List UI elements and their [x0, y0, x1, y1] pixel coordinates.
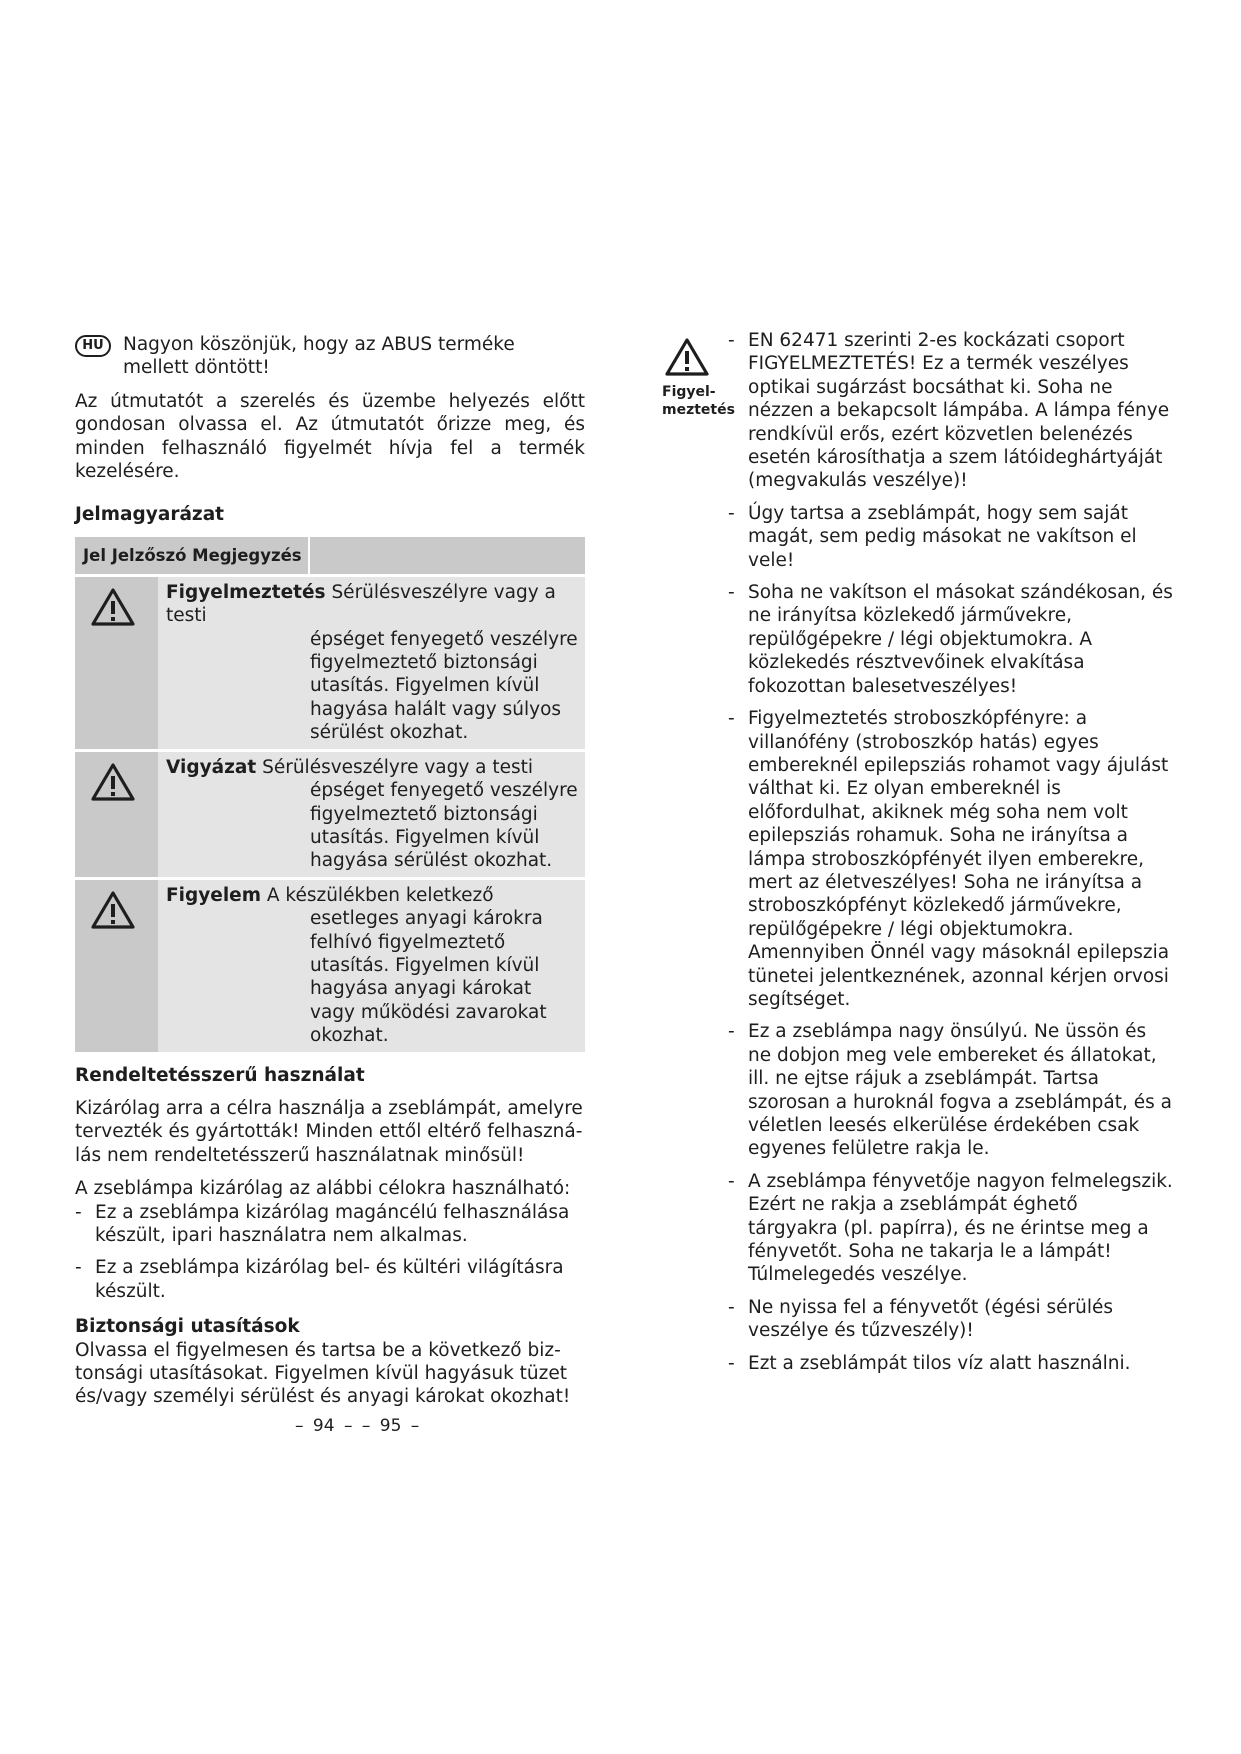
safety-item: - Úgy tartsa a zseblámpát, hogy sem saját magát, sem pedig másokat ne vakítson el vele!: [728, 502, 1173, 572]
legend-note-rest: épséget fenyegető veszélyre figyelmeztető biztonsági utasítás. Figyelmen kívül hagyása halált vagy súlyos sérülést okozhat.: [310, 628, 578, 744]
legend-text-cell: [158, 577, 585, 749]
intro-text: Nagyon köszönjük, hogy az ABUS terméke mellett döntött!: [123, 334, 515, 379]
legend-note-first: A készülékben keletkező: [261, 884, 494, 906]
intro-paragraph: Az útmutatót a szerelés és üzembe helyezés előtt gondosan olvassa el. Az útmutatót őrizze meg, és minden felhasználó figyelmét hívja fel a termék kezelésére.: [75, 390, 585, 483]
usage-paragraph: Kizárólag arra a célra használja a zseblámpát, amelyre tervezték és gyártották! Minden ettől eltérő felhaszná-lás nem rendeltetésszerű használatnak minősül!: [75, 1097, 583, 1166]
legend-row-warning: [75, 574, 585, 749]
language-badge-icon: HU: [75, 335, 111, 357]
legend-keyword: Vigyázat: [166, 756, 257, 778]
right-column: [662, 329, 1173, 1375]
legend-row-caution: [75, 749, 585, 877]
warning-triangle-icon: [90, 762, 136, 802]
usage-item: - Ez a zseblámpa kizárólag bel- és kültéri világításra készült.: [75, 1256, 585, 1303]
legend-symbol-cell: [75, 880, 158, 1052]
legend-note-rest: esetleges anyagi károkra felhívó figyelmeztető utasítás. Figyelmen kívül hagyása anyagi károkat vagy működési zavarokat okozhat.: [310, 908, 547, 1047]
safety-item: - A zseblámpa fényvetője nagyon felmelegszik. Ezért ne rakja a zseblámpát éghető tárgyakra (pl. papírra), és ne érintse meg a fényvetőt. Soha ne takarja le a lámpát! Túlmelegedés veszélye.: [728, 1170, 1173, 1287]
legend-keyword: Figyelmeztetés: [166, 581, 326, 603]
safety-paragraph: Olvassa el figyelmesen és tartsa be a következő biz-tonsági utasításokat. Figyelmen kívül hagyásuk tüzet és/vagy személyi sérülést és anyagi károkat okozhat!: [75, 1339, 571, 1408]
legend-keyword: Figyelem: [166, 884, 261, 906]
warning-block: [662, 329, 1173, 493]
safety-heading: Biztonsági utasítások: [75, 1316, 300, 1338]
legend-note-first: Sérülésveszélyre vagy a testi: [256, 756, 534, 778]
left-column: [75, 333, 585, 1409]
legend-header-text: Jel Jelzőszó Megjegyzés: [83, 545, 302, 565]
warning-triangle-icon: [90, 890, 136, 930]
legend-note-rest: épséget fenyegető veszélyre figyelmeztető biztonsági utasítás. Figyelmen kívül hagyása sérülést okozhat.: [310, 780, 578, 872]
intro-line: [75, 333, 585, 380]
safety-item: - Ne nyissa fel a fényvetőt (égési sérülés veszélye és tűzveszély)!: [728, 1296, 1173, 1343]
usage-item: - Ez a zseblámpa kizárólag magáncélú felhasználása készült, ipari használatra nem alkalmas.: [75, 1201, 585, 1248]
legend-symbol-cell: [75, 752, 158, 877]
usage-heading: Rendeltetésszerű használat: [75, 1064, 365, 1086]
safety-item: - Soha ne vakítson el másokat szándékosan, és ne irányítsa közlekedő járművekre, repülőgépekre / légi objektumokra. A közlekedés résztvevőinek elvakítása fokozottan balesetveszélyes!: [728, 581, 1173, 698]
safety-item: - Figyelmeztetés stroboszkópfényre: a villanófény (stroboszkóp hatás) egyes embereknél epilepsziás rohamot vagy ájulást válthat ki. Ez olyan embereknél is előfordulhat, akiknek még soha nem volt epilepsziás rohamuk. Soha ne irányítsa a lámpa stroboszkópfényét ilyen emberekre, mert az életveszélyes! Soha ne irányítsa a stroboszkópfényt közlekedő járművekre, repülőgépekre / légi objektumokra. Amennyiben Önnél vagy másoknál epilepszia tünetei jelentkeznének, azonnal kérjen orvosi segítséget.: [728, 707, 1173, 1011]
legend-row-attention: [75, 877, 585, 1052]
legend-text-cell: [158, 880, 585, 1052]
safety-item: - EN 62471 szerinti 2-es kockázati csoport FIGYELMEZTETÉS! Ez a termék veszélyes optikai sugárzást bocsáthat ki. Soha ne nézzen a bekapcsolt lámpába. A lámpa fénye rendkívül erős, ezért közvetlen belenézés esetén károsíthatja a szem látóideghártyáját (megvakulás veszélye)!: [728, 329, 1173, 493]
safety-item: - Ezt a zseblámpát tilos víz alatt használni.: [728, 1352, 1173, 1375]
legend-symbol-cell: [75, 577, 158, 749]
usage-intro: A zseblámpa kizárólag az alábbi célokra használható:: [75, 1178, 571, 1200]
legend-table-header: [75, 537, 585, 574]
warning-triangle-icon: [664, 337, 710, 377]
warning-triangle-icon: [90, 587, 136, 627]
warning-marker: [662, 337, 735, 419]
page-numbers-text: – 94 – – 95 –: [295, 1416, 420, 1436]
legend-note-first: Sérülésveszélyre vagy a testi: [166, 581, 556, 627]
legend-text-cell: [158, 752, 585, 877]
warning-label: Figyel-meztetés: [662, 384, 735, 419]
legend-table: [75, 537, 585, 1052]
safety-item: - Ez a zseblámpa nagy önsúlyú. Ne üssön és ne dobjon meg vele embereket és állatokat, ill. ne ejtse rájuk a zseblámpát. Tartsa szorosan a huroknál fogva a zseblámpát, és a véletlen leesés elkerülése érdekében csak egyenes felületre rakja le.: [728, 1020, 1173, 1160]
legend-heading: Jelmagyarázat: [75, 504, 225, 526]
